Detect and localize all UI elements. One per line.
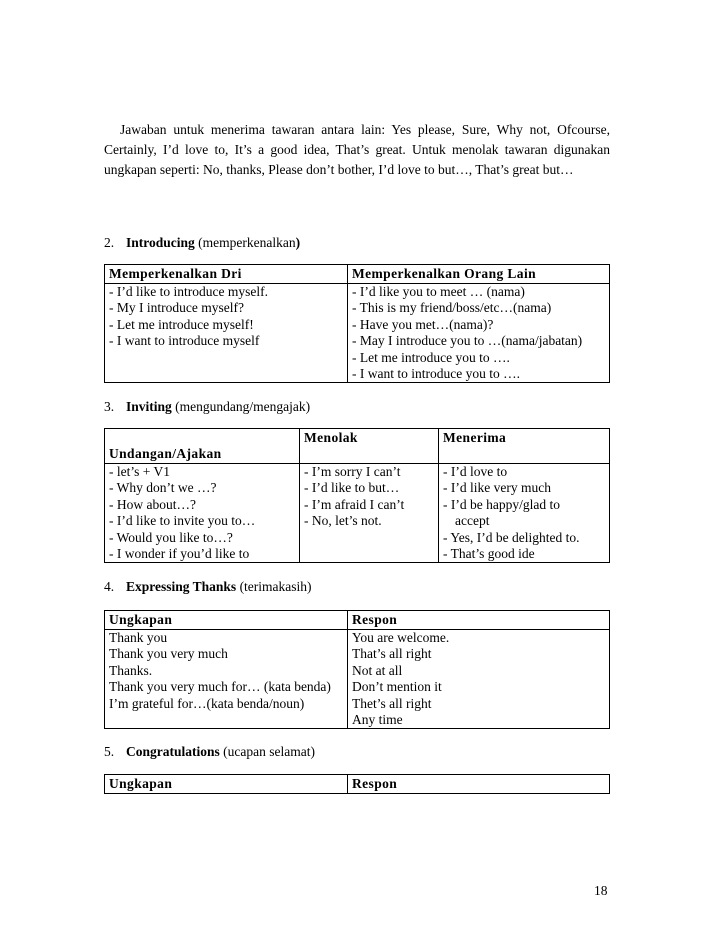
section-subtitle: (terimakasih) <box>236 579 312 594</box>
section-number: 5. <box>104 744 115 759</box>
table-cell <box>105 630 348 729</box>
list-item: - I’d like very much <box>443 480 551 496</box>
list-item: Don’t mention it <box>352 679 442 695</box>
section-subtitle: (mengundang/mengajak) <box>171 399 311 414</box>
list-item: Not at all <box>352 662 403 678</box>
list-item: Thank you very much <box>109 646 228 662</box>
list-item: - May I introduce you to …(nama/jabatan) <box>352 333 583 349</box>
table-header: Memperkenalkan Dri <box>105 265 348 284</box>
list-item: - No, let’s not. <box>304 513 382 529</box>
section-subtitle: (ucapan selamat) <box>219 744 315 759</box>
table-cell <box>348 284 610 383</box>
section-title: Inviting <box>126 399 172 414</box>
page-number: 18 <box>594 883 608 898</box>
table-cell <box>348 630 610 729</box>
list-item: I’m grateful for…(kata benda/noun) <box>109 695 305 711</box>
section-number: 3. <box>104 399 115 414</box>
table-cell <box>300 464 439 563</box>
expressing-thanks-table <box>104 610 610 729</box>
table-header: Respon <box>348 611 610 630</box>
table-header: Memperkenalkan Orang Lain <box>348 265 610 284</box>
table-header: Ungkapan <box>105 611 348 630</box>
table-cell <box>105 284 348 383</box>
section-number: 2. <box>104 235 115 250</box>
table-header: Undangan/Ajakan <box>105 429 300 464</box>
list-item-continuation: accept <box>455 513 490 529</box>
list-item: - I’d like to invite you to… <box>109 513 256 529</box>
section-number: 4. <box>104 579 115 594</box>
table-header: Ungkapan <box>105 775 348 794</box>
section-title: Congratulations <box>126 744 220 759</box>
list-item: - I’d be happy/glad to <box>443 496 560 512</box>
introducing-table <box>104 264 610 383</box>
section-heading-inviting <box>104 398 310 416</box>
table-cell <box>105 464 300 563</box>
list-item: Thank you <box>109 630 168 645</box>
list-item: - How about…? <box>109 496 196 512</box>
list-item: - I’m sorry I can’t <box>304 464 401 479</box>
list-item: - I wonder if you’d like to <box>109 546 250 562</box>
table-header: Menolak <box>300 429 439 464</box>
list-item: - Yes, I’d be delighted to. <box>443 529 580 545</box>
list-item: - I’d love to <box>443 464 508 479</box>
intro-paragraph: Jawaban untuk menerima tawaran antara lain: Yes please, Sure, Why not, Ofcourse, Certainly, I’d love to, It’s a good idea, That’s great. Untuk menolak tawaran digunakan ungkapan seperti: No, thanks, Please don’t bother, I’d love to but…, That’s great but… <box>104 122 610 177</box>
congratulations-table <box>104 774 610 794</box>
list-item: - This is my friend/boss/etc…(nama) <box>352 300 552 316</box>
table-header: Respon <box>348 775 610 794</box>
list-item: - Let me introduce you to …. <box>352 349 510 365</box>
section-title: Introducing <box>126 235 195 250</box>
section-subtitle-close: ) <box>295 235 301 250</box>
table-header: Menerima <box>439 429 610 464</box>
inviting-table <box>104 428 610 563</box>
list-item: - Let me introduce myself! <box>109 316 254 332</box>
list-item: - That’s good ide <box>443 546 535 562</box>
list-item: - Why don’t we …? <box>109 480 217 496</box>
list-item: - I’m afraid I can’t <box>304 496 405 512</box>
list-item: Thank you very much for… (kata benda) <box>109 679 331 695</box>
section-subtitle: (memperkenalkan <box>194 235 296 250</box>
section-heading-expressing-thanks <box>104 578 312 596</box>
list-item: Any time <box>352 712 403 728</box>
list-item: That’s all right <box>352 646 432 662</box>
section-heading-introducing <box>104 234 300 252</box>
list-item: Thanks. <box>109 662 153 678</box>
list-item: - I want to introduce you to …. <box>352 366 520 382</box>
list-item: You are welcome. <box>352 630 450 645</box>
list-item: Thet’s all right <box>352 695 432 711</box>
list-item: - let’s + V1 <box>109 464 170 479</box>
list-item: - Have you met…(nama)? <box>352 316 494 332</box>
list-item: - I’d like to introduce myself. <box>109 284 268 299</box>
list-item: - I’d like to but… <box>304 480 400 496</box>
section-title: Expressing Thanks <box>126 579 237 594</box>
list-item: - I’d like you to meet … (nama) <box>352 284 525 299</box>
list-item: - I want to introduce myself <box>109 333 260 349</box>
table-cell <box>439 464 610 563</box>
section-heading-congratulations <box>104 743 315 761</box>
list-item: - Would you like to…? <box>109 529 233 545</box>
list-item: - My I introduce myself? <box>109 300 244 316</box>
